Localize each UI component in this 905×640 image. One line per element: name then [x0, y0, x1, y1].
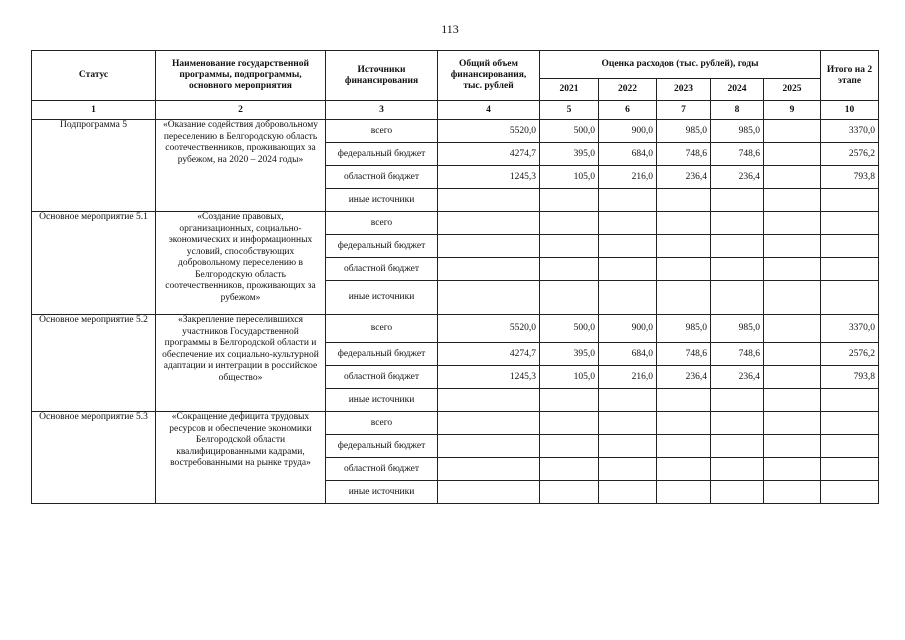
column-number: 8	[711, 101, 764, 120]
year-2023-cell: 748,6	[657, 143, 711, 166]
year-2024-cell: 236,4	[711, 366, 764, 389]
stage-total-cell	[821, 258, 879, 281]
stage-total-cell: 2576,2	[821, 143, 879, 166]
year-2021-cell: 395,0	[540, 143, 599, 166]
column-number: 9	[764, 101, 821, 120]
program-name-cell: «Оказание содействия добровольному переселению в Белгородскую область соотечественников, проживающих за рубежом, на 2020 – 2024 годы»	[156, 120, 326, 212]
total-cell: 4274,7	[438, 343, 540, 366]
source-cell: областной бюджет	[326, 458, 438, 481]
year-2025-cell	[764, 366, 821, 389]
year-2025-cell	[764, 235, 821, 258]
year-2025-cell	[764, 166, 821, 189]
year-2025-cell	[764, 281, 821, 315]
year-2025-cell	[764, 412, 821, 435]
year-2021-cell: 105,0	[540, 166, 599, 189]
year-2025-cell	[764, 212, 821, 235]
source-cell: федеральный бюджет	[326, 343, 438, 366]
status-cell: Основное мероприятие 5.2	[32, 315, 156, 412]
year-2022-cell	[599, 258, 657, 281]
year-2025-cell	[764, 120, 821, 143]
year-2025-cell	[764, 481, 821, 504]
year-2025-cell	[764, 389, 821, 412]
year-2022-cell: 216,0	[599, 166, 657, 189]
total-cell: 4274,7	[438, 143, 540, 166]
header-total: Общий объем финансирования, тыс. рублей	[438, 51, 540, 101]
year-2021-cell	[540, 189, 599, 212]
year-2021-cell	[540, 412, 599, 435]
column-number: 1	[32, 101, 156, 120]
year-2023-cell	[657, 389, 711, 412]
budget-table	[31, 50, 879, 504]
page-number: 113	[441, 22, 459, 36]
table-row	[32, 412, 879, 435]
source-cell: федеральный бюджет	[326, 235, 438, 258]
total-cell: 1245,3	[438, 366, 540, 389]
total-cell	[438, 235, 540, 258]
year-2021-cell	[540, 212, 599, 235]
stage-total-cell	[821, 235, 879, 258]
year-2024-cell: 236,4	[711, 166, 764, 189]
stage-total-cell: 3370,0	[821, 315, 879, 343]
year-2021-cell: 500,0	[540, 120, 599, 143]
stage-total-cell	[821, 458, 879, 481]
year-2024-cell	[711, 212, 764, 235]
year-2022-cell: 900,0	[599, 120, 657, 143]
year-2022-cell: 684,0	[599, 343, 657, 366]
stage-total-cell	[821, 435, 879, 458]
total-cell	[438, 481, 540, 504]
stage-total-cell	[821, 189, 879, 212]
header-year: 2023	[657, 79, 711, 101]
column-number: 5	[540, 101, 599, 120]
year-2024-cell: 985,0	[711, 120, 764, 143]
year-2025-cell	[764, 435, 821, 458]
stage-total-cell: 793,8	[821, 166, 879, 189]
year-2021-cell	[540, 258, 599, 281]
year-2023-cell: 985,0	[657, 315, 711, 343]
program-name-cell: «Закрепление переселившихся участников Государственной программы в Белгородской области и обеспечение их социально-культурной адаптации и интеграции в российское общество»	[156, 315, 326, 412]
source-cell: областной бюджет	[326, 166, 438, 189]
source-cell: федеральный бюджет	[326, 143, 438, 166]
year-2022-cell	[599, 481, 657, 504]
year-2025-cell	[764, 458, 821, 481]
total-cell: 5520,0	[438, 315, 540, 343]
year-2023-cell	[657, 458, 711, 481]
source-cell: всего	[326, 315, 438, 343]
total-cell	[438, 189, 540, 212]
source-cell: иные источники	[326, 481, 438, 504]
year-2022-cell	[599, 458, 657, 481]
table-row	[32, 120, 879, 143]
stage-total-cell: 2576,2	[821, 343, 879, 366]
source-cell: иные источники	[326, 281, 438, 315]
year-2024-cell	[711, 412, 764, 435]
total-cell	[438, 212, 540, 235]
program-name-cell: «Создание правовых, организационных, социально-экономических и информационных условий, способствующих добровольному переселению в Белгородскую область соотечественников, проживающих за рубежом»	[156, 212, 326, 315]
year-2025-cell	[764, 343, 821, 366]
header-year: 2024	[711, 79, 764, 101]
source-cell: иные источники	[326, 189, 438, 212]
year-2022-cell: 684,0	[599, 143, 657, 166]
program-name-cell: «Сокращение дефицита трудовых ресурсов и обеспечение экономики Белгородской области квалифицированными кадрами, востребованными на рынке труда»	[156, 412, 326, 504]
source-cell: всего	[326, 412, 438, 435]
total-cell	[438, 281, 540, 315]
year-2024-cell	[711, 258, 764, 281]
year-2025-cell	[764, 143, 821, 166]
year-2023-cell	[657, 281, 711, 315]
stage-total-cell	[821, 412, 879, 435]
total-cell	[438, 435, 540, 458]
column-number: 7	[657, 101, 711, 120]
year-2023-cell: 748,6	[657, 343, 711, 366]
year-2024-cell	[711, 458, 764, 481]
source-cell: областной бюджет	[326, 258, 438, 281]
header-year: 2025	[764, 79, 821, 101]
year-2023-cell	[657, 189, 711, 212]
header-stage-total: Итого на 2 этапе	[821, 51, 879, 101]
stage-total-cell	[821, 389, 879, 412]
year-2024-cell	[711, 389, 764, 412]
source-cell: федеральный бюджет	[326, 435, 438, 458]
stage-total-cell: 3370,0	[821, 120, 879, 143]
year-2024-cell: 748,6	[711, 343, 764, 366]
year-2023-cell	[657, 481, 711, 504]
header-year: 2021	[540, 79, 599, 101]
total-cell	[438, 412, 540, 435]
year-2023-cell	[657, 212, 711, 235]
column-number: 2	[156, 101, 326, 120]
total-cell	[438, 458, 540, 481]
column-number: 6	[599, 101, 657, 120]
year-2021-cell	[540, 389, 599, 412]
year-2025-cell	[764, 189, 821, 212]
year-2022-cell	[599, 189, 657, 212]
year-2024-cell	[711, 435, 764, 458]
year-2023-cell	[657, 235, 711, 258]
status-cell: Основное мероприятие 5.3	[32, 412, 156, 504]
total-cell: 1245,3	[438, 166, 540, 189]
year-2023-cell	[657, 412, 711, 435]
column-number: 10	[821, 101, 879, 120]
year-2024-cell	[711, 281, 764, 315]
year-2023-cell	[657, 258, 711, 281]
source-cell: всего	[326, 212, 438, 235]
header-year: 2022	[599, 79, 657, 101]
year-2021-cell	[540, 281, 599, 315]
year-2021-cell	[540, 481, 599, 504]
status-cell: Основное мероприятие 5.1	[32, 212, 156, 315]
header-estimate: Оценка расходов (тыс. рублей), годы	[540, 51, 821, 79]
year-2023-cell: 985,0	[657, 120, 711, 143]
year-2021-cell: 395,0	[540, 343, 599, 366]
source-cell: иные источники	[326, 389, 438, 412]
stage-total-cell	[821, 281, 879, 315]
total-cell: 5520,0	[438, 120, 540, 143]
year-2023-cell	[657, 435, 711, 458]
source-cell: областной бюджет	[326, 366, 438, 389]
year-2022-cell	[599, 281, 657, 315]
year-2022-cell	[599, 435, 657, 458]
year-2024-cell: 985,0	[711, 315, 764, 343]
year-2024-cell: 748,6	[711, 143, 764, 166]
year-2022-cell: 216,0	[599, 366, 657, 389]
year-2024-cell	[711, 189, 764, 212]
stage-total-cell	[821, 481, 879, 504]
source-cell: всего	[326, 120, 438, 143]
year-2021-cell	[540, 458, 599, 481]
year-2024-cell	[711, 235, 764, 258]
year-2023-cell: 236,4	[657, 166, 711, 189]
stage-total-cell: 793,8	[821, 366, 879, 389]
year-2025-cell	[764, 315, 821, 343]
status-cell: Подпрограмма 5	[32, 120, 156, 212]
header-sources: Источники финансирования	[326, 51, 438, 101]
year-2025-cell	[764, 258, 821, 281]
year-2022-cell	[599, 389, 657, 412]
table-row	[32, 315, 879, 343]
year-2021-cell: 105,0	[540, 366, 599, 389]
year-2022-cell: 900,0	[599, 315, 657, 343]
header-name: Наименование государственной программы, подпрограммы, основного мероприятия	[156, 51, 326, 101]
stage-total-cell	[821, 212, 879, 235]
column-number: 4	[438, 101, 540, 120]
total-cell	[438, 258, 540, 281]
column-number: 3	[326, 101, 438, 120]
table-row	[32, 212, 879, 235]
year-2022-cell	[599, 235, 657, 258]
year-2021-cell: 500,0	[540, 315, 599, 343]
year-2022-cell	[599, 412, 657, 435]
year-2022-cell	[599, 212, 657, 235]
year-2021-cell	[540, 235, 599, 258]
year-2024-cell	[711, 481, 764, 504]
total-cell	[438, 389, 540, 412]
year-2023-cell: 236,4	[657, 366, 711, 389]
year-2021-cell	[540, 435, 599, 458]
header-status: Статус	[32, 51, 156, 101]
